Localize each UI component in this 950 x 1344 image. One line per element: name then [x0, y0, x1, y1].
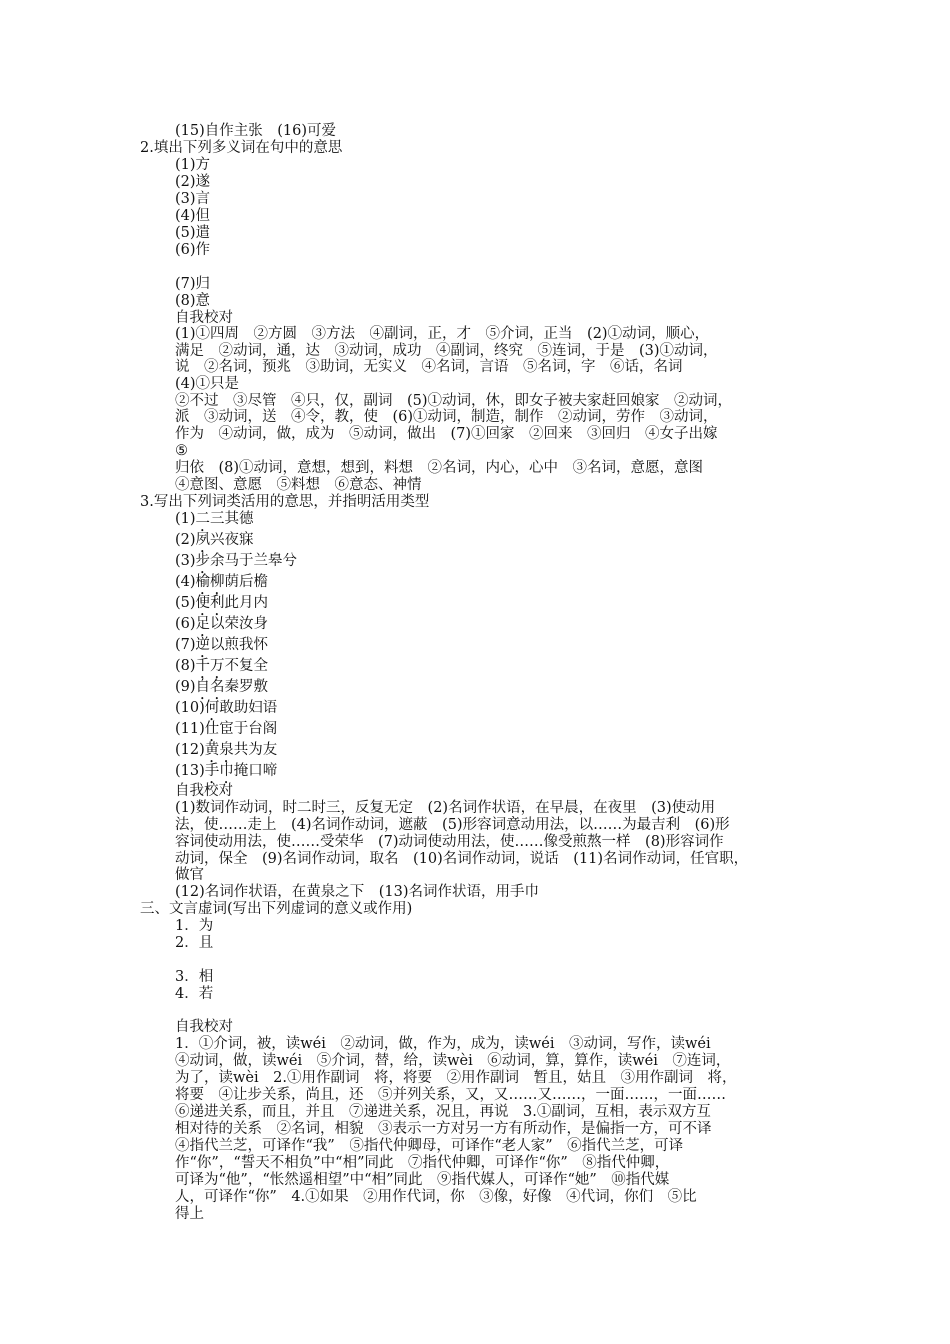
answer-line: 1．①介词，被，读wéi ②动词，做，作为，成为，读wéi ③动词，写作，读wéi [175, 1036, 711, 1052]
answer-line: 作为 ④动词，做，成为 ⑤动词，做出 (7)①回家 ②回来 ③回归 ④女子出嫁 [175, 426, 718, 442]
self-check-title: 自我校对 [175, 1019, 233, 1035]
item-number: (5) [175, 595, 196, 611]
item-text: 掩口啼 [233, 763, 278, 779]
answer-line: 归依 (8)①动词，意想，想到，料想 ②名词，内心，心中 ③名词，意愿，意图 [175, 460, 704, 476]
section4-heading: 三、文言虚词(写出下列虚词的意义或作用) [140, 901, 413, 917]
section3-heading: 3.写出下列词类活用的意思，并指明活用类型 [140, 494, 430, 510]
answer-line: 将要 ④让步关系，尚且，还 ⑤并列关系，又，又……又……，一面……，一面…… [175, 1087, 726, 1103]
polysemy-item: (1)方 [175, 157, 211, 173]
polysemy-item: (3)言 [175, 191, 211, 207]
answer-line: (12)名词作状语，在黄泉之下 (13)名词作状语，用手巾 [175, 884, 540, 900]
emphasized-word: 何 [204, 700, 220, 716]
item-number: (1) [175, 511, 196, 527]
answer-line: 作“你”，“誓天不相负”中“相”同此 ⑦指代仲卿，可译作“你” ⑧指代仲卿， [175, 1155, 670, 1171]
answer-line: 为了，读wèi 2.①用作副词 将，将要 ②用作副词 暂且，姑且 ③用作副词 将， [175, 1070, 737, 1086]
item-text: 以荣汝身 [210, 616, 269, 632]
answer-line: 满足 ②动词，通，达 ③动词，成功 ④副词，终究 ⑤连词，于是 (3)①动词， [175, 343, 718, 359]
item-text: 此月内 [224, 595, 269, 611]
polysemy-item: (4)但 [175, 208, 211, 224]
answer-line: (4)①只是 [175, 376, 240, 392]
emphasized-word: 手巾 [204, 763, 234, 779]
answer-line: ⑥递进关系，而且，并且 ⑦递进关系，况且，再说 3.①副词，互相，表示双方互 [175, 1104, 711, 1120]
item-text: 共为友 [233, 742, 278, 758]
answer-line: ④动词，做，读wéi ⑤介词，替，给，读wèi ⑥动词，算，算作，读wéi ⑦连词， [175, 1053, 731, 1069]
polysemy-item: (8)意 [175, 293, 211, 309]
emphasized-word: 仕 [204, 721, 220, 737]
item-number: (7) [175, 637, 196, 653]
answer-line: ②不过 ③尽管 ④只，仅，副词 (5)①动词，休，即女子被夫家赶回娘家 ②动词， [175, 393, 733, 409]
item-number: (2) [175, 532, 196, 548]
item-number: (11) [175, 721, 205, 737]
item-number: (8) [175, 658, 196, 674]
emphasized-word: 足 [195, 616, 211, 632]
answer-line: 容词使动用法，使……受荣华 (7)动词使动用法，使……像受煎熬一样 (8)形容词作 [175, 834, 724, 850]
answer-line: 说 ②名词，预兆 ③助词，无实义 ④名词，言语 ⑤名词，字 ⑥话，名词 [175, 359, 683, 375]
section1-tail: (15)自作主张 (16)可爱 [175, 123, 337, 139]
particle-item: 2．且 [175, 935, 214, 951]
item-text: 不复全 [224, 658, 269, 674]
answer-line: (1)①四周 ②方圆 ③方法 ④副词，正，才 ⑤介词，正当 (2)①动词，顺心， [175, 326, 710, 342]
particle-item: 3．相 [175, 969, 214, 985]
answer-line: ④意图、意愿 ⑤料想 ⑥意态、神情 [175, 477, 422, 493]
item-text: 敢助妇语 [219, 700, 278, 716]
item-text: 秦罗敷 [224, 679, 269, 695]
emphasized-word: 黄泉 [204, 742, 234, 758]
item-number: (12) [175, 742, 205, 758]
answer-line: (1)数词作动词，时二时三，反复无定 (2)名词作状语，在早晨，在夜里 (3)使动用 [175, 800, 716, 816]
answer-line: ⑤ [175, 443, 188, 459]
answer-line: 做官 [175, 867, 204, 883]
emphasized-word: 千万 [195, 658, 225, 674]
item-number: (13) [175, 763, 205, 779]
item-number: (9) [175, 679, 196, 695]
emphasized-word: 二 [195, 511, 211, 527]
self-check-title: 自我校对 [175, 783, 233, 799]
self-check-title: 自我校对 [175, 310, 233, 326]
emphasized-word: 逆 [195, 637, 211, 653]
answer-line: 派 ③动词，送 ④令，教，使 (6)①动词，制造，制作 ②动词，劳作 ③动词， [175, 409, 718, 425]
emphasized-word: 榆柳 [195, 574, 225, 590]
answer-line: ④指代兰芝，可译作“我” ⑤指代仲卿母，可译作“老人家” ⑥指代兰芝，可译 [175, 1138, 684, 1154]
answer-line: 动词，保全 (9)名词作动词，取名 (10)名词作动词，说话 (11)名词作动词，任官职， [175, 851, 749, 867]
polysemy-item: (2)遂 [175, 174, 211, 190]
polysemy-item: (7)归 [175, 276, 211, 292]
item-text: 余马于兰皋兮 [210, 553, 298, 569]
item-text: 荫后檐 [224, 574, 269, 590]
answer-line: 相对待的关系 ②名词，相貌 ③表示一方对另一方有所动作，是偏指一方，可不译 [175, 1121, 712, 1137]
item-number: (4) [175, 574, 196, 590]
polysemy-item: (5)遣 [175, 225, 211, 241]
item-number: (3) [175, 553, 196, 569]
item-text: 兴夜寐 [210, 532, 254, 548]
particle-item: 1．为 [175, 918, 214, 934]
item-number: (10) [175, 700, 205, 716]
item-text: 三其德 [210, 511, 254, 527]
answer-line: 人，可译作“你” 4.①如果 ②用作代词，你 ③像，好像 ④代词，你们 ⑤比 [175, 1189, 697, 1205]
emphasized-word: 自名 [195, 679, 225, 695]
answer-line: 可译为“他”，“怅然遥相望”中“相”同此 ⑨指代媒人，可译作“她” ⑩指代媒 [175, 1172, 670, 1188]
answer-line: 法，使……走上 (4)名词作动词，遮蔽 (5)形容词意动用法，以……为最吉利 (6)形 [175, 817, 730, 833]
item-text: 以煎我怀 [210, 637, 269, 653]
item-text: 宦于台阁 [219, 721, 278, 737]
item-number: (6) [175, 616, 196, 632]
answer-line: 得上 [175, 1206, 204, 1222]
emphasized-word: 便利 [195, 595, 225, 611]
polysemy-item: (6)作 [175, 242, 211, 258]
particle-item: 4．若 [175, 986, 214, 1002]
emphasized-word: 夙 [195, 532, 211, 548]
section2-heading: 2.填出下列多义词在句中的意思 [140, 140, 343, 156]
emphasized-word: 步 [195, 553, 211, 569]
